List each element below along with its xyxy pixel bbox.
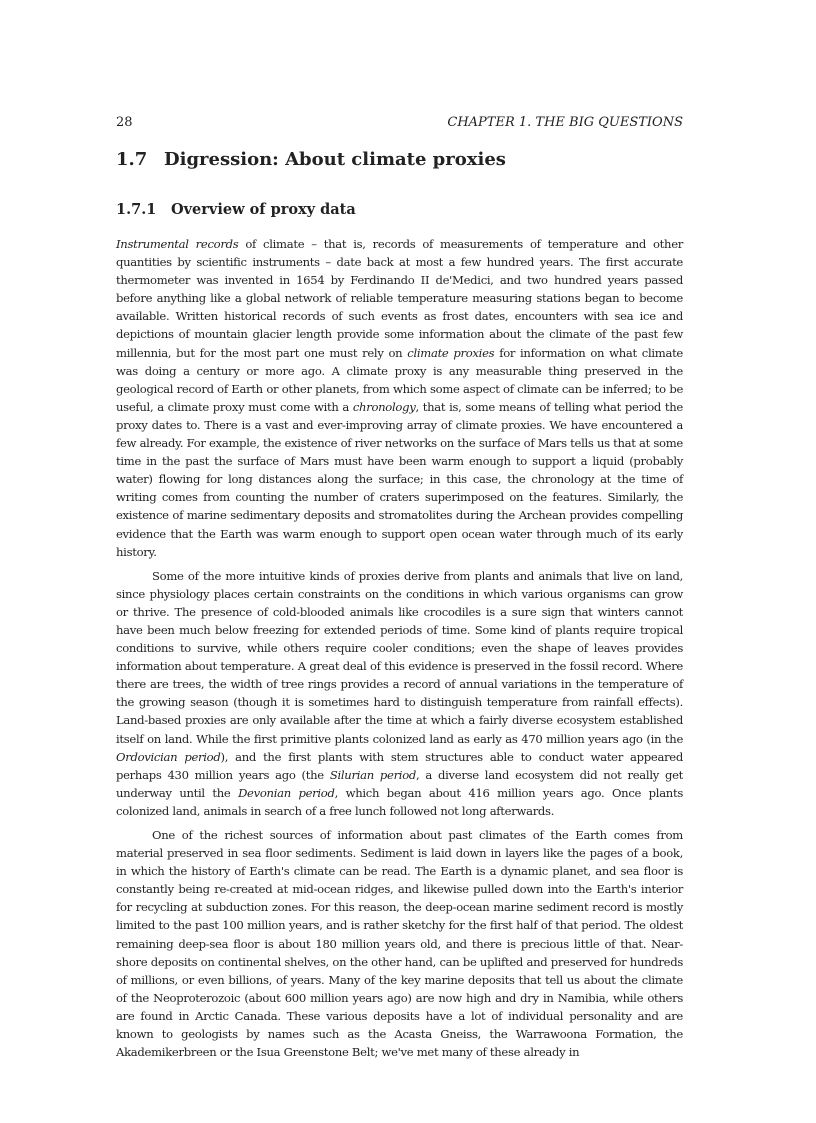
italic-term: Ordovician period bbox=[116, 749, 221, 764]
italic-term: chronology bbox=[352, 399, 416, 414]
body-text bbox=[116, 235, 683, 1067]
italic-term: Devonian period bbox=[238, 785, 335, 800]
paragraph-3 bbox=[116, 826, 683, 1061]
running-head bbox=[116, 113, 683, 133]
text-run: , a diverse land ecosystem did not really get underway until the bbox=[116, 767, 683, 800]
section-number: 1.7 bbox=[116, 149, 148, 170]
subsection-title: Overview of proxy data bbox=[171, 201, 356, 218]
text-run: , that is, some means of telling what period the proxy dates to. There is a vast and ever-improving array of climate proxies. We have encountered a few already. For example, the existence of river networks on the surface of Mars tells us that at some time in the past the surface of Mars must have been warm enough to support a liquid (probably water) flowing for long distances along the surface; in this case, the chronology at the time of writing comes from counting the number of craters superimposed on the features. Similarly, the existence of marine sedimentary deposits and stromatolites during the Archean provides compelling evidence that the Earth was warm enough to support open ocean water through much of its early history. bbox=[116, 399, 683, 559]
chapter-title: CHAPTER 1. THE BIG QUESTIONS bbox=[447, 115, 683, 130]
paragraph-2 bbox=[116, 567, 683, 820]
text-run: Some of the more intuitive kinds of proxies derive from plants and animals that live on land, since physiology places certain constraints on the conditions in which various organisms can grow or thrive. The presence of cold-blooded animals like crocodiles is a sure sign that winters cannot have been much below freezing for extended periods of time. Some kind of plants require tropical conditions to survive, while others require cooler conditions; even the shape of leaves provides information about temperature. A great deal of this evidence is preserved in the fossil record. Where there are trees, the width of tree rings provides a record of annual variations in the temperature of the growing season (though it is sometimes hard to distinguish temperature from rainfall effects). Land-based proxies are only available after the time at which a fairly diverse ecosystem established itself on land. While the first primitive plants colonized land as early as 470 million years ago (in the bbox=[116, 568, 683, 746]
text-run: One of the richest sources of information about past climates of the Earth comes from material preserved in sea floor sediments. Sediment is laid down in layers like the pages of a book, in which the history of Earth's climate can be read. The Earth is a dynamic planet, and sea floor is constantly being re-created at mid-ocean ridges, and likewise pulled down into the Earth's interior for recycling at subduction zones. For this reason, the deep-ocean marine sediment record is mostly limited to the past 100 million years, and is rather sketchy for the first half of that period. The oldest remaining deep-sea floor is about 180 million years old, and there is precious little of that. Near-shore deposits on continental shelves, on the other hand, can be uplifted and preserved for hundreds of millions, or even billions, of years. Many of the key marine deposits that tell us about the climate of the Neoproterozoic (about 600 million years ago) are now high and dry in Namibia, while others are found in Arctic Canada. These various deposits have a lot of individual personality and are known to geologists by names such as the Acasta Gneiss, the Warrawoona Formation, the Akademikerbreen or the Isua Greenstone Belt; we've met many of these already in bbox=[116, 828, 683, 1060]
subsection-heading bbox=[116, 199, 356, 221]
italic-term: Instrumental records bbox=[116, 237, 239, 251]
page-number: 28 bbox=[116, 115, 133, 130]
section-title: Digression: About climate proxies bbox=[164, 149, 506, 170]
text-run: , which began about 416 million years ago. Once plants colonized land, animals in search of a free lunch followed not long afterwards. bbox=[116, 785, 683, 818]
text-run: for information on what climate was doing a century or more ago. A climate proxy is any measurable thing preserved in the geological record of Earth or other planets, from which some aspect of climate can be inferred; to be useful, a climate proxy must come with a bbox=[116, 345, 683, 414]
paragraph-1 bbox=[116, 235, 683, 561]
section-heading bbox=[116, 147, 506, 173]
text-run: of climate – that is, records of measurements of temperature and other quantities by scientific instruments – date back at most a few hundred years. The first accurate thermometer was invented in 1654 by Ferdinando II de'Medici, and two hundred years passed before anything like a global network of reliable temperature measuring stations began to become available. Written historical records of such events as frost dates, encounters with sea ice and depictions of mountain glacier length provide some information about the climate of the past few millennia, but for the most part one must rely on bbox=[116, 237, 683, 360]
text-run: ), and the first plants with stem structures able to conduct water appeared perhaps 430 million years ago (the bbox=[116, 749, 683, 782]
italic-term: climate proxies bbox=[407, 345, 495, 360]
italic-term: Silurian period bbox=[329, 767, 417, 782]
subsection-number: 1.7.1 bbox=[116, 201, 157, 218]
